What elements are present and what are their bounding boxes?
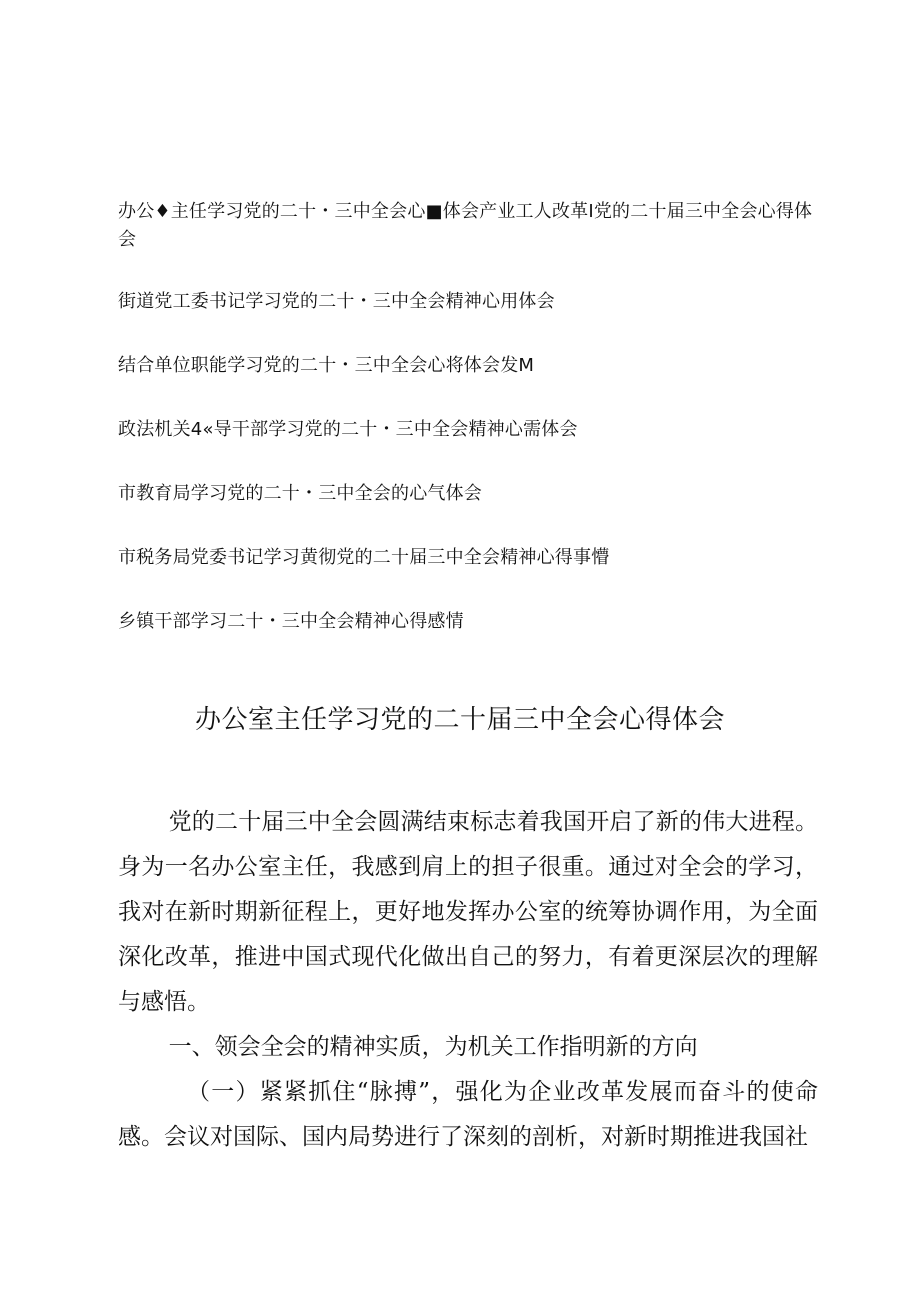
section-heading: 一、领会全会的精神实质，为机关工作指明新的方向	[168, 1034, 698, 1060]
table-of-contents	[118, 198, 818, 672]
toc-item[interactable]: 政法机关4«导干部学习党的二十・三中全会精神心需体会	[118, 419, 578, 440]
toc-item[interactable]: 办公♦主任学习党的二十・三中全会心■体会产业工人改革Ι党的二十届三中全会心得体会	[118, 201, 813, 250]
toc-item[interactable]: 街道党工委书记学习党的二十・三中全会精神心用体会	[118, 291, 555, 312]
document-title: 办公室主任学习党的二十届三中全会心得体会	[194, 705, 725, 735]
toc-item[interactable]: 乡镇干部学习二十・三中全会精神心得感情	[118, 611, 464, 632]
toc-item[interactable]: 市税务局党委书记学习黄彻党的二十届三中全会精神心得事懵	[118, 547, 610, 568]
body-paragraph: 党的二十届三中全会圆满结束标志着我国开启了新的伟大进程。身为一名办公室主任，我感到肩上的担子很重。通过对全会的学习，我对在新时期新征程上，更好地发挥办公室的统筹协调作用，为全面深化改革，推进中国式现代化做出自己的努力，有着更深层次的理解与感悟。	[118, 809, 818, 1015]
body-paragraph: （一）紧紧抓住“脉搏”，强化为企业改革发展而奋斗的使命感。会议对国际、国内局势进行了深刻的剖析，对新时期推进我国社	[118, 1079, 818, 1150]
toc-item[interactable]: 结合单位职能学习党的二十・三中全会心将体会发M	[118, 355, 535, 376]
toc-item[interactable]: 市教育局学习党的二十・三中全会的心气体会	[118, 483, 482, 504]
document-body	[118, 800, 818, 1160]
